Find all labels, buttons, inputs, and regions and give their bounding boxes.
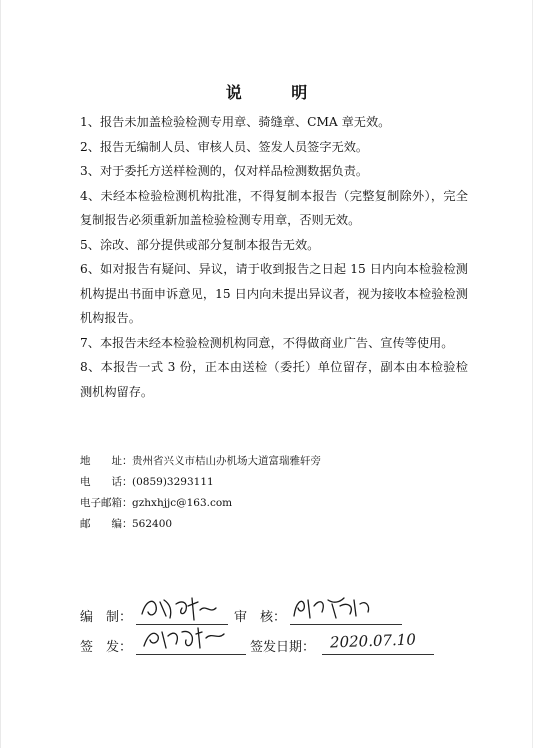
postcode-label: 邮 编： <box>80 518 133 530</box>
note-item: 4、未经本检验检测机构批准，不得复制本报告（完整复制除外），完全复制报告必须重新加盖检验检测专用章，否则无效。 <box>80 188 468 227</box>
email-row <box>80 493 460 514</box>
address-row <box>80 451 460 472</box>
postcode-row <box>80 514 460 535</box>
contact-block <box>80 451 460 535</box>
page-title: 说 明 <box>225 83 330 102</box>
note-item: 6、如对报告有疑问、异议，请于收到报告之日起 15 日内向本检验检测机构提出书面申诉意见，15 日内向未提出异议者，视为接收本检验检测机构报告。 <box>80 262 468 325</box>
note-item: 8、本报告一式 3 份，正本由送检（委托）单位留存，副本由本检验检测机构留存。 <box>80 360 468 399</box>
phone-row <box>80 472 460 493</box>
reviewer-signature <box>290 592 402 622</box>
note-item: 3、对于委托方送样检测的，仅对样品检测数据负责。 <box>80 164 369 178</box>
email-label: 电子邮箱： <box>80 497 133 509</box>
compiler-label: 编 制： <box>80 610 133 625</box>
note-item: 1、报告未加盖检验检测专用章、骑缝章、CMA 章无效。 <box>80 115 391 129</box>
issue-date-text: 2020.07.10 <box>329 630 417 652</box>
address-value: 贵州省兴义市桔山办机场大道富瑞雅轩旁 <box>132 455 321 467</box>
issue-date-label: 签发日期： <box>250 640 316 655</box>
issuer-signature <box>136 622 246 652</box>
compiler-signature <box>136 592 228 622</box>
notes-list <box>80 110 468 404</box>
issue-date-handwriting <box>322 622 434 652</box>
phone-value: (0859)3293111 <box>132 476 214 488</box>
reviewer-label: 审 核： <box>234 610 287 625</box>
issue-date-line <box>322 630 434 655</box>
phone-label: 电 话： <box>80 476 133 488</box>
note-item: 7、本报告未经本检验检测机构同意，不得做商业广告、宣传等使用。 <box>80 335 454 350</box>
note-item: 2、报告无编制人员、审核人员、签发人员签字无效。 <box>80 139 369 154</box>
address-label: 地 址： <box>80 455 133 467</box>
postcode-value: 562400 <box>132 518 173 530</box>
issuer-signature-line <box>136 630 246 655</box>
signature-row-issue <box>80 627 434 655</box>
signature-row-compile-review <box>80 597 402 625</box>
note-item: 5、涂改、部分提供或部分复制本报告无效。 <box>80 237 320 252</box>
email-value: gzhxhjjc@163.com <box>132 497 233 509</box>
issuer-label: 签 发： <box>80 640 133 655</box>
